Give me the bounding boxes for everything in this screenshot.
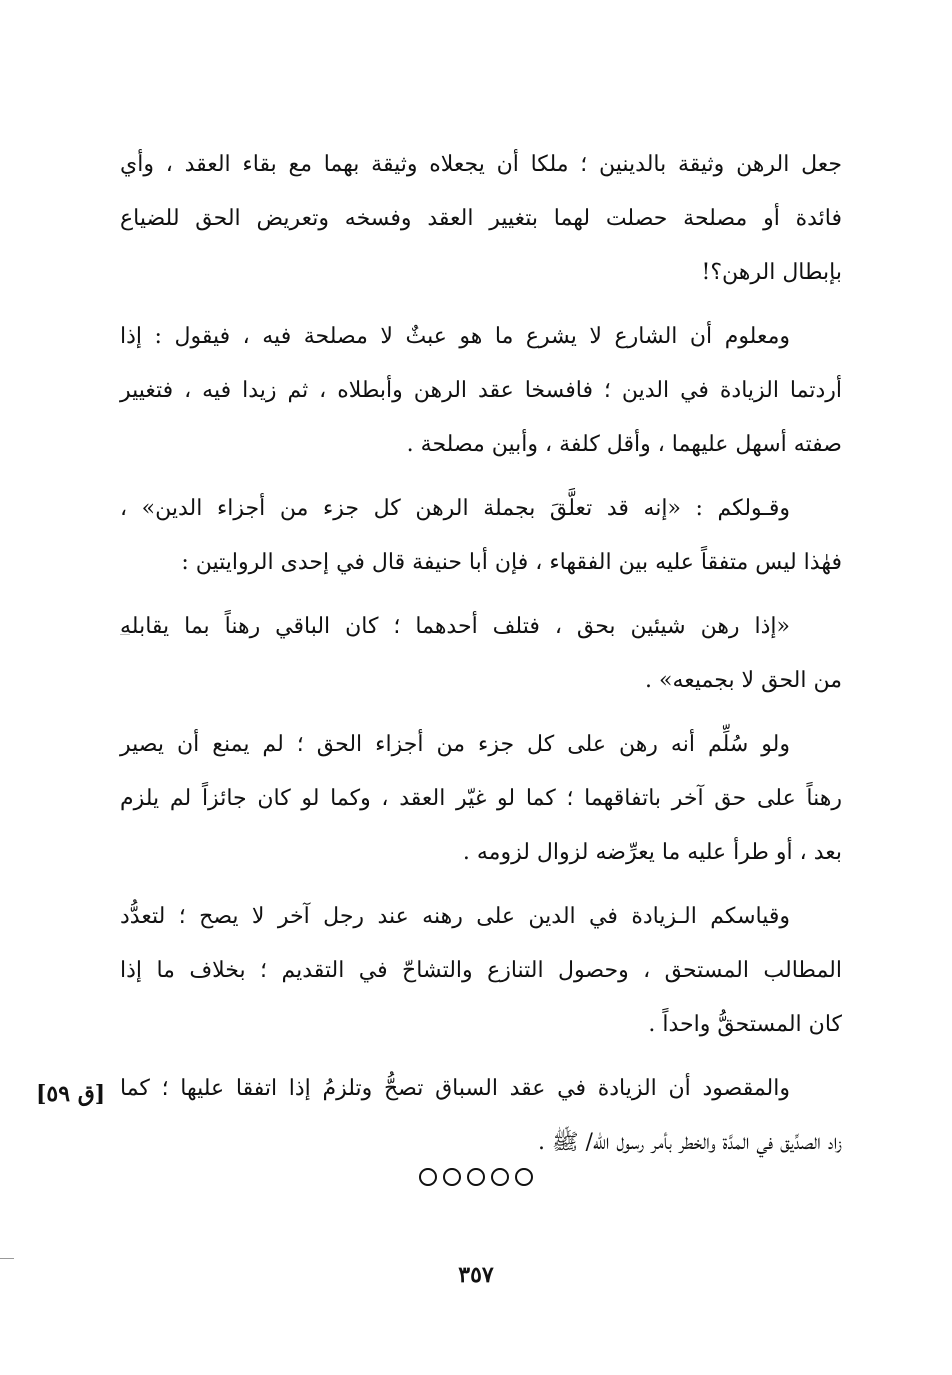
paragraph-4 [120,600,842,708]
text-line: زاد الصدِّيق في المدَّة والخطر بأمر رسول الله/ ﷺ . [537,1130,842,1155]
circle-ornament-icon [491,1168,509,1186]
body-text [120,138,842,1180]
text-line: فائدة أو مصلحة حصلت لهما بتغيير العقد وفسخه وتعريض الحق للضياع [120,206,842,231]
scan-margin-mark [120,634,130,635]
text-line: والمقصود أن الزيادة في عقد السباق تصحُّ وتلزمُ إذا اتفقا عليها ؛ كما [120,1076,790,1101]
text-line: أردتما الزيادة في الدين ؛ فافسخا عقد الرهن وأبطلاه ، ثم زيدا فيه ، فتغيير [120,378,842,403]
text-line: ومعلوم أن الشارع لا يشرع ما هو عبثٌ لا مصلحة فيه ، فيقول : إذا [120,324,790,349]
text-line: من الحق لا بجميعه» . [645,668,842,693]
text-line: ولو سُلِّم أنه رهن على كل جزء من أجزاء الحق ؛ لم يمنع أن يصير [120,732,790,757]
paragraph-5 [120,718,842,880]
circle-ornament-icon [419,1168,437,1186]
paragraph-3 [120,482,842,590]
folio-marker: [ق ٥٩] [36,1081,106,1107]
text-line: صفته أسهل عليهما ، وأقل كلفة ، وأبين مصلحة . [406,432,842,457]
text-line: جعل الرهن وثيقة بالدينين ؛ ملكا أن يجعلاه وثيقة بهما مع بقاء العقد ، وأي [120,152,842,177]
scan-margin-mark [0,1258,14,1259]
paragraph-7 [120,1062,842,1170]
section-separator [0,1168,952,1186]
text-line: كان المستحقُّ واحداً . [648,1012,842,1037]
page-number: ٣٥٧ [458,1262,494,1288]
circle-ornament-icon [443,1168,461,1186]
text-line: بإبطال الرهن؟! [701,260,842,285]
paragraph-6 [120,890,842,1052]
paragraph-1 [120,138,842,300]
text-line: المطالب المستحق ، وحصول التنازع والتشاحّ في التقديم ؛ بخلاف ما إذا [120,958,842,983]
text-line: وقياسكم الـزيادة في الدين على رهنه عند رجل آخر لا يصح ؛ لتعدُّد [120,904,790,929]
text-line: بعد ، أو طرأ عليه ما يعرِّضه لزوال لزومه . [462,840,842,865]
circle-ornament-icon [467,1168,485,1186]
text-line: رهناً على حق آخر باتفاقهما ؛ كما لو غيّر العقد ، وكما لو كان جائزاً لم يلزم [120,786,842,811]
text-line: وقـولكم : «إنه قد تعلَّقَ بجملة الرهن كل جزء من أجزاء الدين» ، [120,496,790,521]
text-line: «إذا رهن شيئين بحق ، فتلف أحدهما ؛ كان الباقي رهناً بما يقابله [120,614,790,639]
text-line: فهٰذا ليس متفقاً عليه بين الفقهاء ، فإن أبا حنيفة قال في إحدى الروايتين : [181,550,842,575]
paragraph-2 [120,310,842,472]
circle-ornament-icon [515,1168,533,1186]
